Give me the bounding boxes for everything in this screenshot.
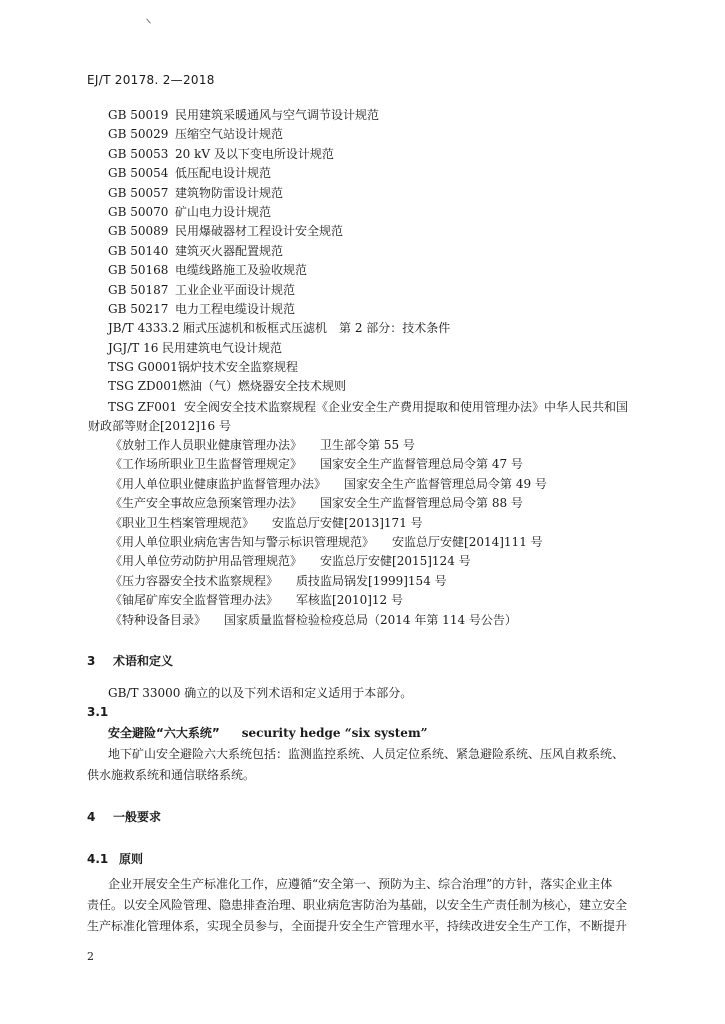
reference-item: GB 50140 建筑灭火器配置规范 bbox=[108, 243, 284, 258]
reference-item-tsg-zf001: TSG ZF001 安全阀安全技术监察规程《企业安全生产费用提取和使用管理办法》中华人民共和国 财政部等财企[2012]16 号 bbox=[88, 400, 629, 434]
regulation-item: 《工作场所职业卫生监督管理规定》 国家安全生产监督管理总局令第 47 号 bbox=[110, 457, 523, 472]
reference-item: GB 50217 电力工程电缆设计规范 bbox=[108, 301, 296, 316]
page-number: 2 bbox=[87, 950, 94, 963]
scan-speck bbox=[146, 18, 151, 23]
regulation-item: 《职业卫生档案管理规范》 安监总厅安健[2013]171 号 bbox=[110, 515, 423, 530]
regulation-item: 《用人单位职业病危害告知与警示标识管理规范》 安监总厅安健[2014]111 号 bbox=[110, 534, 543, 549]
regulation-item: 《特种设备目录》 国家质量监督检验检疫总局（2014 年第 114 号公告） bbox=[110, 612, 517, 627]
regulation-item: 《生产安全事故应急预案管理办法》 国家安全生产监督管理总局令第 88 号 bbox=[110, 496, 523, 511]
term-entry: 安全避险“六大系统” security hedge “six system” bbox=[108, 726, 428, 740]
principle-paragraph: 企业开展安全生产标准化工作，应遵循“安全第一、预防为主、综合治理”的方针，落实企业主体 责任。以安全风险管理、隐患排查治理、职业病危害防治为基础，以安全生产责任制为核心，建立安全 生产标准化管理体系，实现全员参与，全面提升安全生产管理水平，持续改进安全生产工作，不断提升 bbox=[87, 877, 628, 933]
subsection-4-1-heading: 4.1 原则 bbox=[87, 852, 144, 866]
reference-item: JGJ/T 16 民用建筑电气设计规范 bbox=[108, 340, 283, 355]
section-3-heading: 3 术语和定义 bbox=[87, 654, 174, 668]
reference-item: GB 50089 民用爆破器材工程设计安全规范 bbox=[108, 224, 344, 239]
standard-code: EJ/T 20178. 2—2018 bbox=[87, 73, 215, 87]
reference-item: GB 50070 矿山电力设计规范 bbox=[108, 204, 272, 219]
regulation-item: 《用人单位职业健康监护监督管理办法》 国家安全生产监督管理总局令第 49 号 bbox=[110, 476, 547, 491]
section-3-intro: GB/T 33000 确立的以及下列术语和定义适用于本部分。 bbox=[108, 686, 413, 700]
reference-item: JB/T 4333.2 厢式压滤机和板框式压滤机 第 2 部分：技术条件 bbox=[108, 321, 451, 336]
reference-item: GB 50187 工业企业平面设计规范 bbox=[108, 282, 296, 297]
regulation-item: 《放射工作人员职业健康管理办法》 卫生部令第 55 号 bbox=[110, 438, 415, 452]
regulation-item: 《用人单位劳动防护用品管理规范》 安监总厅安健[2015]124 号 bbox=[110, 554, 471, 569]
regulation-item: 《压力容器安全技术监察规程》 质技监局锅发[1999]154 号 bbox=[110, 573, 447, 588]
normative-references-list bbox=[108, 106, 665, 397]
reference-item: GB 50029 压缩空气站设计规范 bbox=[108, 127, 284, 142]
term-definition: 地下矿山安全避险六大系统包括：监测监控系统、人员定位系统、紧急避险系统、压风自救系统、 供水施救系统和通信联络系统。 bbox=[87, 747, 625, 782]
reference-item: TSG G0001 锅炉技术安全监察规程 bbox=[108, 360, 299, 375]
reference-item: TSG ZD001 燃油（气）燃烧器安全技术规则 bbox=[108, 379, 347, 394]
reference-item: GB 50053 20 kV 及以下变电所设计规范 bbox=[108, 146, 334, 161]
reference-item: GB 50019 民用建筑采暖通风与空气调节设计规范 bbox=[108, 108, 380, 122]
regulation-item: 《铀尾矿库安全监督管理办法》 军核监[2010]12 号 bbox=[110, 593, 404, 608]
regulations-list bbox=[110, 436, 547, 630]
section-4-heading: 4 一般要求 bbox=[87, 810, 162, 824]
reference-item: GB 50054 低压配电设计规范 bbox=[108, 166, 272, 181]
reference-item: GB 50168 电缆线路施工及验收规范 bbox=[108, 263, 308, 278]
reference-item: GB 50057 建筑物防雷设计规范 bbox=[108, 185, 284, 200]
term-number: 3.1 bbox=[87, 705, 109, 719]
